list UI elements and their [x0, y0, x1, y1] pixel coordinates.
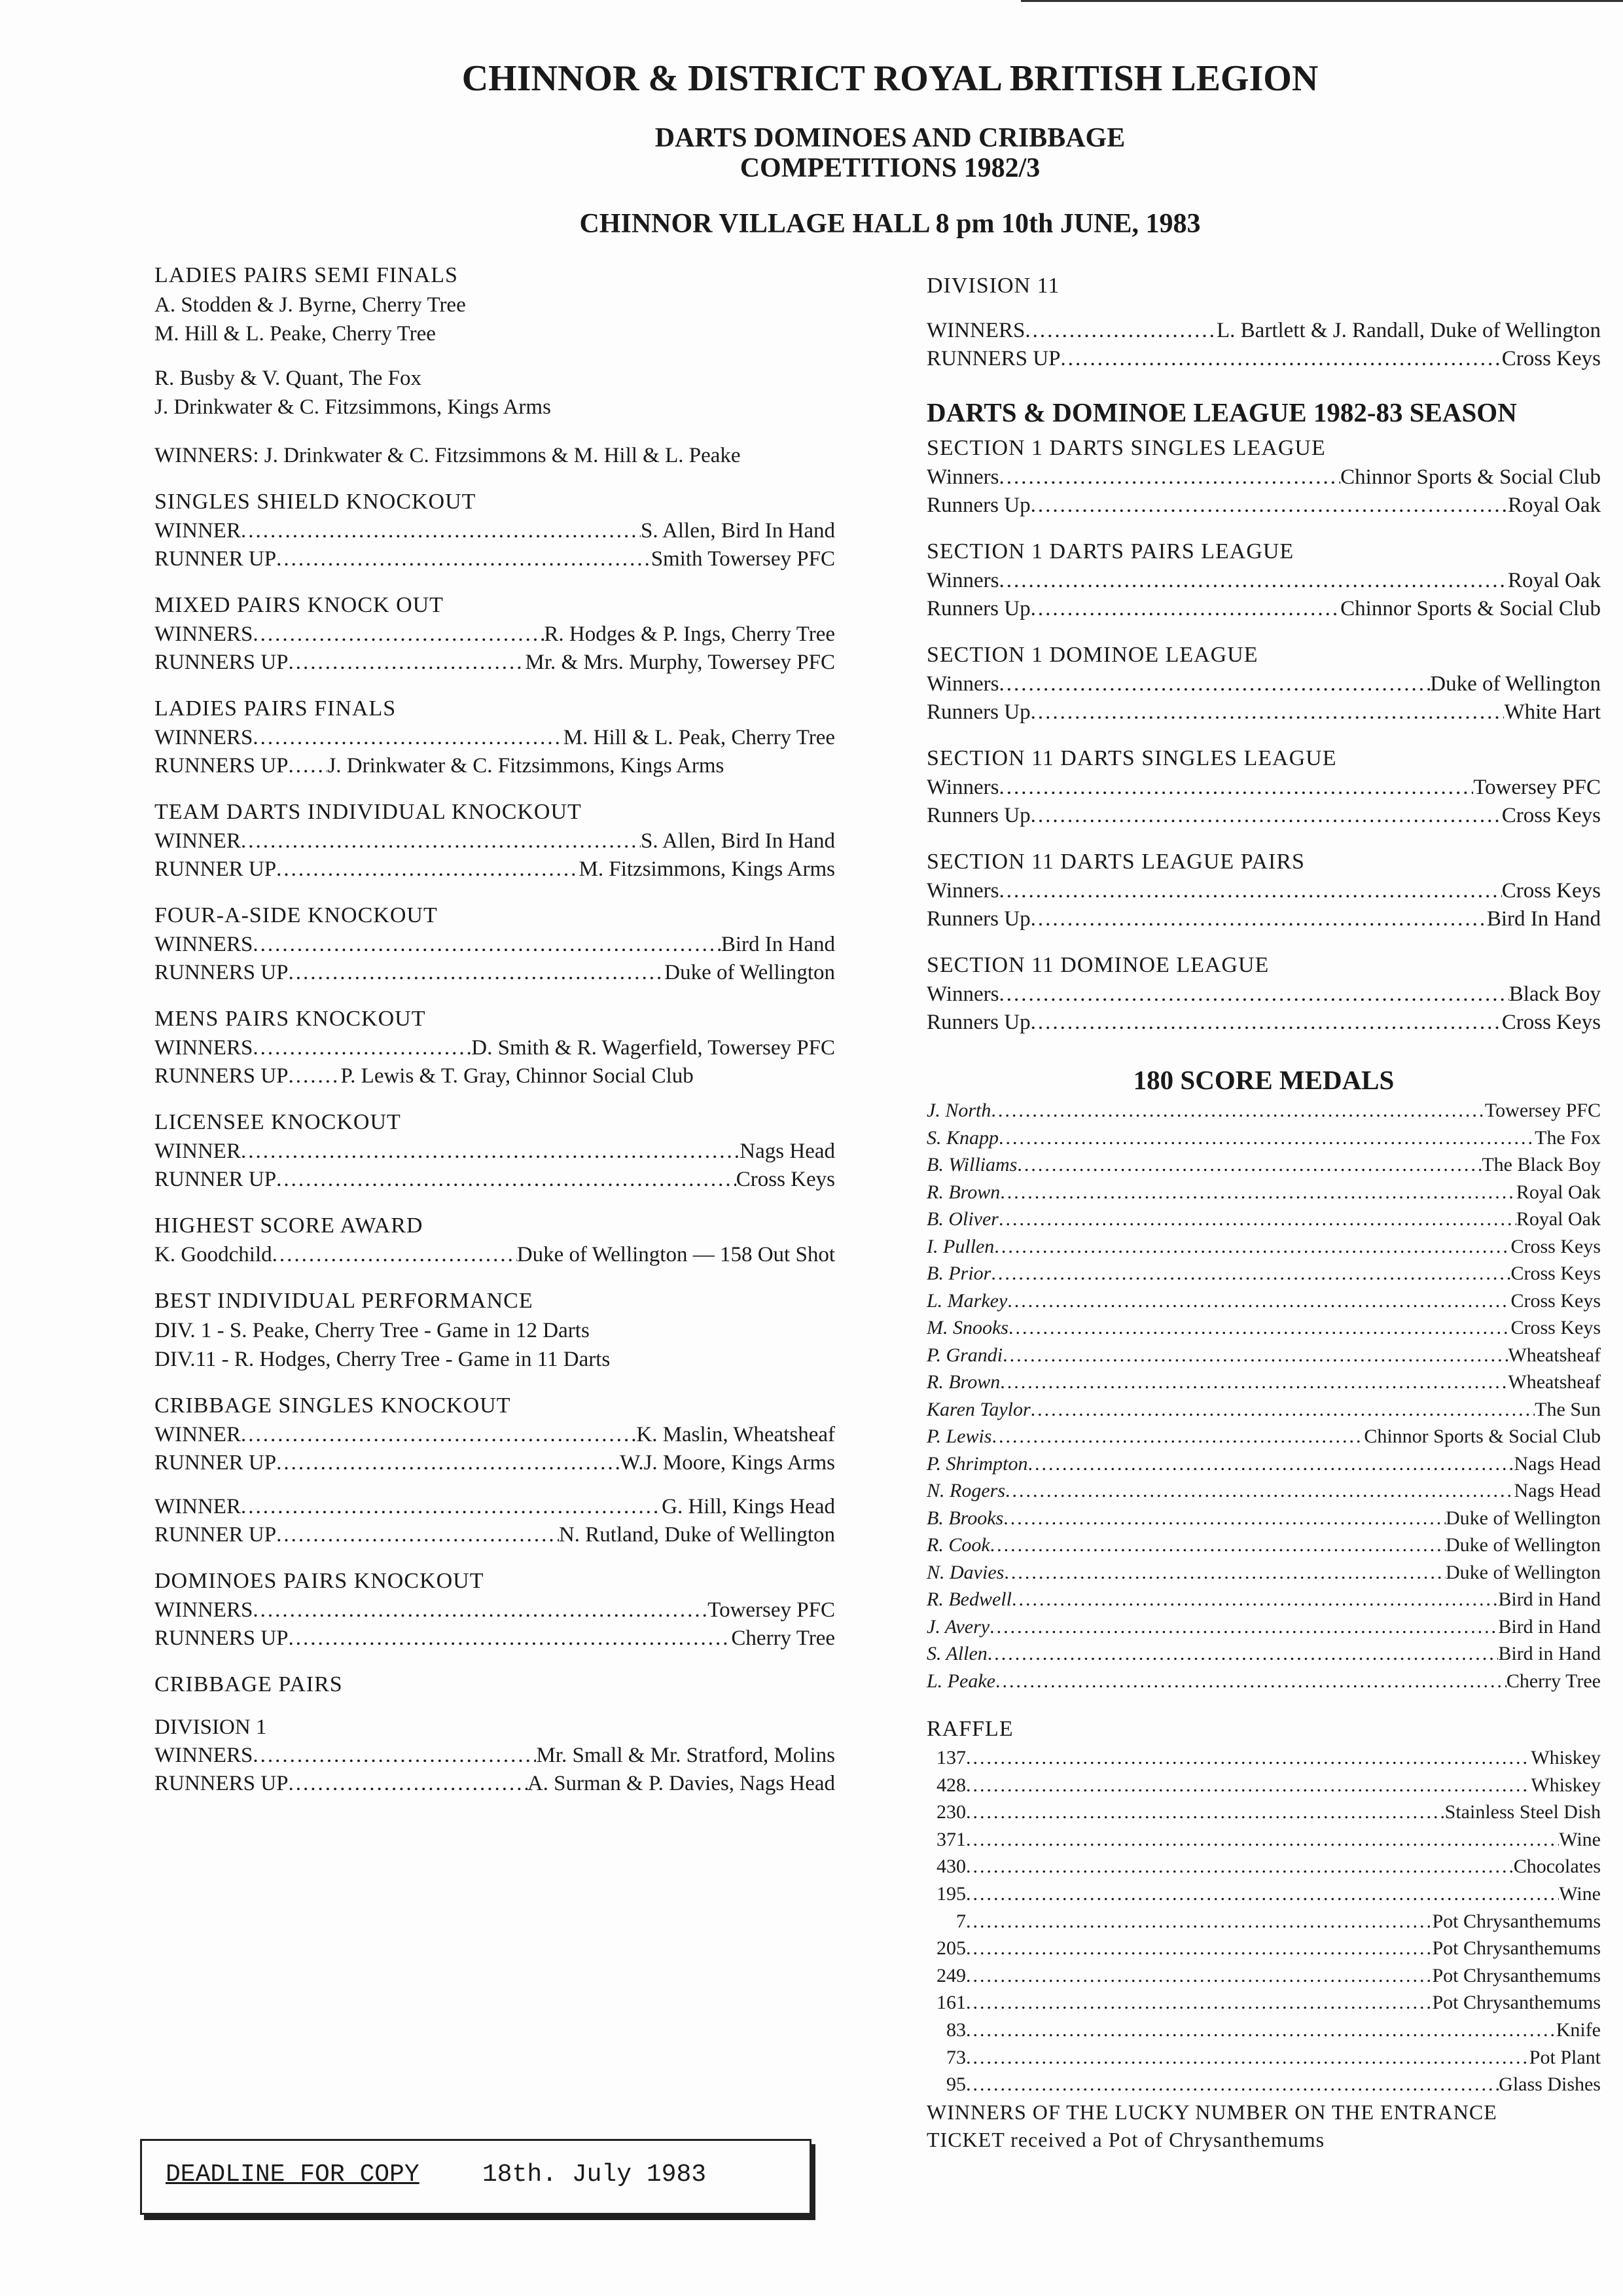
row-value: S. Allen, Bird In Hand	[641, 519, 835, 543]
deadline-box	[140, 2139, 812, 2215]
row-value: Pot Chrysanthemums	[1432, 1937, 1601, 1960]
row-label: I. Pullen	[927, 1235, 995, 1257]
row-value: Towersey PFC	[1473, 776, 1601, 799]
row-value: Cross Keys	[1501, 1011, 1601, 1034]
row-label: J. North	[927, 1100, 991, 1121]
result-row	[154, 1596, 835, 1624]
row-value: Smith Towersey PFC	[651, 547, 835, 571]
section-title: HIGHEST SCORE AWARD	[154, 1213, 423, 1238]
row-value: W.J. Moore, Kings Arms	[620, 1451, 835, 1475]
row-label: Runners Up	[927, 907, 1031, 931]
result-row	[154, 1449, 835, 1477]
row-value: Cross Keys	[1510, 1317, 1601, 1338]
row-value: Bird in Hand	[1498, 1643, 1601, 1664]
section-title: SECTION 1 DOMINOE LEAGUE	[927, 643, 1258, 667]
row-label: Runners Up	[927, 493, 1031, 517]
raffle-list	[927, 1744, 1601, 2098]
row-label: Winners	[927, 982, 999, 1006]
result-row	[154, 1062, 835, 1090]
row-value: White Hart	[1504, 700, 1601, 724]
row-label: N. Rogers	[927, 1480, 1005, 1501]
row-label: Runners Up	[927, 700, 1031, 724]
section-title: LADIES PAIRS FINALS	[154, 696, 397, 721]
result-row	[927, 1799, 1601, 1826]
row-value: Nags Head	[1514, 1452, 1601, 1475]
result-row	[927, 1613, 1601, 1641]
result-row	[927, 1260, 1601, 1287]
result-row	[154, 724, 835, 752]
row-label: WINNER	[154, 1495, 241, 1518]
row-value: Cherry Tree	[1506, 1670, 1601, 1692]
row-label: 137	[936, 1747, 966, 1768]
section-title: SECTION 11 DARTS SINGLES LEAGUE	[927, 746, 1337, 770]
result-row	[927, 1908, 1601, 1935]
result-row	[927, 1935, 1601, 1962]
section-title: FOUR-A-SIDE KNOCKOUT	[154, 903, 438, 927]
result-row	[154, 649, 835, 677]
row-label: Runners Up	[927, 597, 1031, 620]
row-value: Wheatsheaf	[1508, 1371, 1601, 1393]
row-value: Cross Keys	[1501, 347, 1601, 370]
result-row	[154, 1166, 835, 1194]
row-value: Pot Plant	[1529, 2046, 1601, 2068]
row-label: Karen Taylor	[927, 1398, 1031, 1420]
section-title: SECTION 1 DARTS SINGLES LEAGUE	[927, 436, 1326, 460]
result-row	[927, 877, 1601, 905]
row-label: Winners	[927, 672, 999, 696]
row-label: R. Brown	[927, 1181, 1001, 1203]
row-label: Runners Up	[927, 1011, 1031, 1034]
row-value: Pot Chrysanthemums	[1432, 1910, 1601, 1932]
result-row	[927, 774, 1601, 802]
text-line: J. Drinkwater & C. Fitzsimmons, Kings Arms	[154, 395, 551, 419]
row-label: WINNERS	[927, 319, 1026, 342]
row-label: R. Brown	[927, 1371, 1001, 1393]
row-value: L. Bartlett & J. Randall, Duke of Wellington	[1217, 319, 1601, 342]
row-label: J. Avery	[927, 1615, 990, 1638]
row-label: RUNNERS UP	[154, 961, 289, 984]
row-value: K. Maslin, Wheatsheaf	[636, 1423, 835, 1446]
result-row	[154, 1742, 835, 1770]
row-label: Winners	[927, 776, 999, 799]
result-row	[927, 698, 1601, 726]
result-row	[927, 567, 1601, 595]
row-value: S. Allen, Bird In Hand	[641, 829, 835, 853]
row-label: 428	[936, 1774, 966, 1796]
row-label: WINNERS	[154, 933, 253, 956]
row-value: Nags Head	[1514, 1480, 1601, 1501]
row-label: WINNER	[154, 1423, 241, 1446]
row-value: Cross Keys	[1510, 1289, 1601, 1312]
row-value: Bird in Hand	[1498, 1588, 1601, 1610]
row-value: Towersey PFC	[1484, 1100, 1601, 1121]
right-column	[927, 260, 1601, 2153]
result-row	[927, 595, 1601, 623]
row-value: Cross Keys	[736, 1168, 835, 1191]
result-row	[927, 1179, 1601, 1206]
row-value: Duke of Wellington	[1446, 1534, 1601, 1556]
row-value: Royal Oak	[1507, 569, 1601, 592]
result-row	[154, 827, 835, 855]
result-row	[154, 620, 835, 649]
row-label: P. Lewis	[927, 1426, 992, 1447]
result-row	[927, 1206, 1601, 1233]
row-value: N. Rutland, Duke of Wellington	[558, 1523, 835, 1547]
row-label: B. Brooks	[927, 1507, 1004, 1529]
row-label: WINNERS	[154, 622, 253, 646]
venue-line: CHINNOR VILLAGE HALL 8 pm 10th JUNE, 1983	[579, 209, 1201, 239]
result-row	[927, 1880, 1601, 1908]
row-label: 230	[936, 1801, 966, 1823]
section-title: SINGLES SHIELD KNOCKOUT	[154, 490, 476, 514]
row-value: Cross Keys	[1510, 1235, 1601, 1257]
row-label: B. Williams	[927, 1154, 1018, 1175]
text-line: R. Busby & V. Quant, The Fox	[154, 367, 421, 390]
row-label: RUNNER UP	[154, 1523, 277, 1547]
section-title: SECTION 11 DOMINOE LEAGUE	[927, 953, 1270, 977]
result-row	[927, 1314, 1601, 1342]
row-label: Winners	[927, 569, 999, 592]
section-title: LADIES PAIRS SEMI FINALS	[154, 263, 458, 287]
row-label: B. Oliver	[927, 1208, 999, 1230]
result-row	[927, 1233, 1601, 1261]
result-row	[154, 1770, 835, 1798]
row-label: Winners	[927, 465, 999, 489]
result-row	[154, 959, 835, 987]
row-value: Mr. Small & Mr. Stratford, Molins	[536, 1744, 835, 1767]
result-row	[927, 1505, 1601, 1532]
row-value: R. Hodges & P. Ings, Cherry Tree	[544, 622, 835, 646]
section-title: CRIBBAGE PAIRS	[154, 1672, 343, 1696]
row-value: Duke of Wellington	[1446, 1507, 1601, 1529]
result-row	[927, 1668, 1601, 1695]
result-row	[927, 2017, 1601, 2044]
subtitle-line-2: COMPETITIONS 1982/3	[740, 153, 1041, 183]
result-row	[927, 980, 1601, 1009]
row-label: RUNNER UP	[154, 1451, 277, 1475]
result-row	[927, 1396, 1601, 1424]
row-value: Royal Oak	[1516, 1208, 1601, 1230]
result-row	[927, 1369, 1601, 1396]
row-value: The Sun	[1535, 1398, 1601, 1420]
row-value: Cherry Tree	[731, 1626, 835, 1650]
section-title: LICENSEE KNOCKOUT	[154, 1110, 401, 1134]
row-value: Duke of Wellington	[1430, 672, 1601, 696]
result-row	[927, 1772, 1601, 1799]
result-row	[927, 1532, 1601, 1559]
result-row	[927, 1124, 1601, 1152]
result-row	[927, 345, 1601, 373]
deadline-label: DEADLINE FOR COPY	[166, 2161, 419, 2189]
top-edge-rule	[1021, 0, 1623, 9]
row-value: P. Lewis & T. Gray, Chinnor Social Club	[340, 1064, 694, 1088]
row-value: Glass Dishes	[1499, 2073, 1601, 2096]
result-row	[927, 1151, 1601, 1179]
result-row	[927, 317, 1601, 345]
row-label: 7	[956, 1910, 966, 1932]
result-row	[927, 1586, 1601, 1613]
row-value: Towersey PFC	[707, 1598, 835, 1622]
row-label: K. Goodchild	[154, 1243, 272, 1266]
row-value: Chinnor Sports & Social Club	[1340, 597, 1601, 620]
page-title: CHINNOR & DISTRICT ROYAL BRITISH LEGION	[461, 58, 1319, 99]
row-value: Bird in Hand	[1498, 1615, 1601, 1638]
result-row	[927, 905, 1601, 933]
row-value: Bird In Hand	[721, 933, 835, 956]
text-line: A. Stodden & J. Byrne, Cherry Tree	[154, 293, 466, 317]
row-value: Cross Keys	[1501, 804, 1601, 827]
league-list	[927, 433, 1601, 1037]
row-value: M. Hill & L. Peak, Cherry Tree	[563, 726, 835, 749]
row-label: WINNERS	[154, 1744, 253, 1767]
raffle-title: RAFFLE	[927, 1717, 1014, 1741]
row-label: 73	[946, 2046, 966, 2068]
row-label: L. Markey	[927, 1289, 1008, 1312]
result-row	[927, 1744, 1601, 1772]
result-row	[154, 1624, 835, 1653]
result-row	[927, 1477, 1601, 1505]
row-label: 195	[936, 1882, 966, 1905]
row-label: M. Snooks	[927, 1317, 1008, 1338]
section-title: SECTION 1 DARTS PAIRS LEAGUE	[927, 539, 1294, 564]
semi-winners-line: WINNERS: J. Drinkwater & C. Fitzsimmons & M. Hill & L. Peake	[154, 444, 741, 467]
page-subtitle	[79, 123, 1623, 183]
row-label: P. Grandi	[927, 1344, 1003, 1366]
result-row	[154, 1421, 835, 1449]
row-value: Royal Oak	[1516, 1181, 1601, 1203]
result-row	[154, 517, 835, 545]
row-label: RUNNERS UP	[154, 651, 289, 674]
row-value: The Black Boy	[1482, 1154, 1601, 1175]
row-label: WINNER	[154, 1139, 241, 1163]
row-label: S. Allen	[927, 1643, 988, 1664]
result-row	[927, 1009, 1601, 1037]
result-row	[927, 1287, 1601, 1315]
section-title: DIVISION 11	[927, 274, 1060, 298]
result-row	[154, 1493, 835, 1521]
row-value: A. Surman & P. Davies, Nags Head	[527, 1772, 835, 1795]
row-value: Cross Keys	[1510, 1263, 1601, 1284]
row-label: 95	[946, 2073, 966, 2096]
result-row	[927, 1342, 1601, 1369]
result-row	[154, 545, 835, 573]
result-row	[154, 1241, 835, 1269]
row-label: N. Davies	[927, 1561, 1005, 1583]
section-title: SECTION 11 DARTS LEAGUE PAIRS	[927, 850, 1305, 874]
section-title: TEAM DARTS INDIVIDUAL KNOCKOUT	[154, 800, 582, 824]
row-value: Wine	[1559, 1828, 1601, 1850]
subtitle-line-1: DARTS DOMINOES AND CRIBBAGE	[654, 123, 1126, 153]
row-label: WINNERS	[154, 726, 253, 749]
result-row	[154, 931, 835, 959]
result-row	[927, 1853, 1601, 1880]
result-row	[927, 1826, 1601, 1854]
row-value: Pot Chrysanthemums	[1432, 1964, 1601, 1986]
text-line: DIV.11 - R. Hodges, Cherry Tree - Game in 11 Darts	[154, 1348, 611, 1371]
section-title: MIXED PAIRS KNOCK OUT	[154, 593, 444, 617]
row-label: RUNNERS UP	[154, 1064, 289, 1088]
row-value: Wine	[1559, 1882, 1601, 1905]
text-line: DIV. 1 - S. Peake, Cherry Tree - Game in 12 Darts	[154, 1319, 590, 1342]
row-value: Duke of Wellington	[664, 961, 835, 984]
row-label: RUNNERS UP	[154, 1626, 289, 1650]
section-title: CRIBBAGE SINGLES KNOCKOUT	[154, 1393, 511, 1418]
result-row	[927, 1962, 1601, 1990]
division-label: DIVISION 1	[154, 1715, 267, 1739]
row-label: WINNERS	[154, 1036, 253, 1060]
row-value: Nags Head	[740, 1139, 835, 1163]
medal-list	[927, 1097, 1601, 1695]
row-value: Stainless Steel Dish	[1444, 1801, 1601, 1823]
row-label: RUNNERS UP	[154, 1772, 289, 1795]
result-row	[927, 1559, 1601, 1587]
row-value: Royal Oak	[1507, 493, 1601, 517]
row-label: 205	[936, 1937, 966, 1960]
result-row	[927, 1989, 1601, 2017]
result-row	[927, 2071, 1601, 2098]
section-title: BEST INDIVIDUAL PERFORMANCE	[154, 1289, 533, 1313]
row-value: Chocolates	[1513, 1856, 1601, 1878]
row-value: Pot Chrysanthemums	[1432, 1992, 1601, 2014]
row-label: Runners Up	[927, 804, 1031, 827]
result-row	[927, 492, 1601, 520]
result-row	[927, 1097, 1601, 1124]
row-label: RUNNER UP	[154, 857, 277, 881]
row-value: D. Smith & R. Wagerfield, Towersey PFC	[471, 1036, 835, 1060]
row-label: RUNNER UP	[154, 547, 277, 571]
row-value: M. Fitzsimmons, Kings Arms	[579, 857, 835, 881]
row-label: RUNNER UP	[154, 1168, 277, 1191]
result-row	[154, 1138, 835, 1166]
row-label: WINNERS	[154, 1598, 253, 1622]
result-row	[154, 855, 835, 884]
row-value: Cross Keys	[1501, 879, 1601, 903]
row-value: G. Hill, Kings Head	[662, 1495, 835, 1518]
row-value: Mr. & Mrs. Murphy, Towersey PFC	[525, 651, 835, 674]
result-row	[927, 1423, 1601, 1450]
row-label: Winners	[927, 879, 999, 903]
row-value: Whiskey	[1531, 1774, 1601, 1796]
row-label: WINNER	[154, 829, 241, 853]
row-label: WINNER	[154, 519, 241, 543]
section-title: MENS PAIRS KNOCKOUT	[154, 1007, 426, 1031]
row-value: Chinnor Sports & Social Club	[1340, 465, 1601, 489]
row-label: R. Bedwell	[927, 1588, 1012, 1610]
row-label: L. Peake	[927, 1670, 995, 1692]
row-value: Knife	[1556, 2018, 1601, 2041]
lucky-number-note: TICKET received a Pot of Chrysanthemums	[927, 2127, 1325, 2151]
row-label: P. Shrimpton	[927, 1452, 1028, 1475]
row-label: 249	[936, 1964, 966, 1986]
row-label: R. Cook	[927, 1534, 990, 1556]
row-value: J. Drinkwater & C. Fitzsimmons, Kings Arms	[327, 754, 724, 778]
result-row	[927, 1450, 1601, 1478]
left-column	[154, 260, 835, 1798]
result-row	[927, 1640, 1601, 1668]
result-row	[154, 1521, 835, 1549]
result-row	[154, 752, 835, 780]
row-value: Bird In Hand	[1486, 907, 1601, 931]
row-value: The Fox	[1535, 1126, 1601, 1149]
row-label: B. Prior	[927, 1263, 991, 1284]
row-value: Chinnor Sports & Social Club	[1364, 1426, 1601, 1447]
row-label: RUNNERS UP	[927, 347, 1061, 370]
section-title: DOMINOES PAIRS KNOCKOUT	[154, 1569, 484, 1593]
row-label: 83	[946, 2018, 966, 2041]
medals-title: 180 SCORE MEDALS	[1133, 1065, 1395, 1095]
text-line: M. Hill & L. Peake, Cherry Tree	[154, 322, 436, 346]
lucky-number-note: WINNERS OF THE LUCKY NUMBER ON THE ENTRANCE	[927, 2100, 1497, 2124]
result-row	[154, 1034, 835, 1062]
league-title: DARTS & DOMINOE LEAGUE 1982-83 SEASON	[927, 397, 1517, 427]
row-label: 161	[936, 1992, 966, 2014]
row-label: S. Knapp	[927, 1126, 999, 1149]
row-value: Black Boy	[1508, 982, 1601, 1006]
row-value: Wheatsheaf	[1508, 1344, 1601, 1366]
result-row	[927, 463, 1601, 492]
row-value: Duke of Wellington	[1446, 1561, 1601, 1583]
row-label: 430	[936, 1856, 966, 1878]
row-value: Duke of Wellington — 158 Out Shot	[516, 1243, 835, 1266]
result-row	[927, 802, 1601, 830]
row-label: RUNNERS UP	[154, 754, 289, 778]
row-label: 371	[936, 1828, 966, 1850]
deadline-date: 18th. July 1983	[482, 2161, 707, 2189]
result-row	[927, 2044, 1601, 2072]
result-row	[927, 670, 1601, 698]
row-value: Whiskey	[1531, 1747, 1601, 1768]
